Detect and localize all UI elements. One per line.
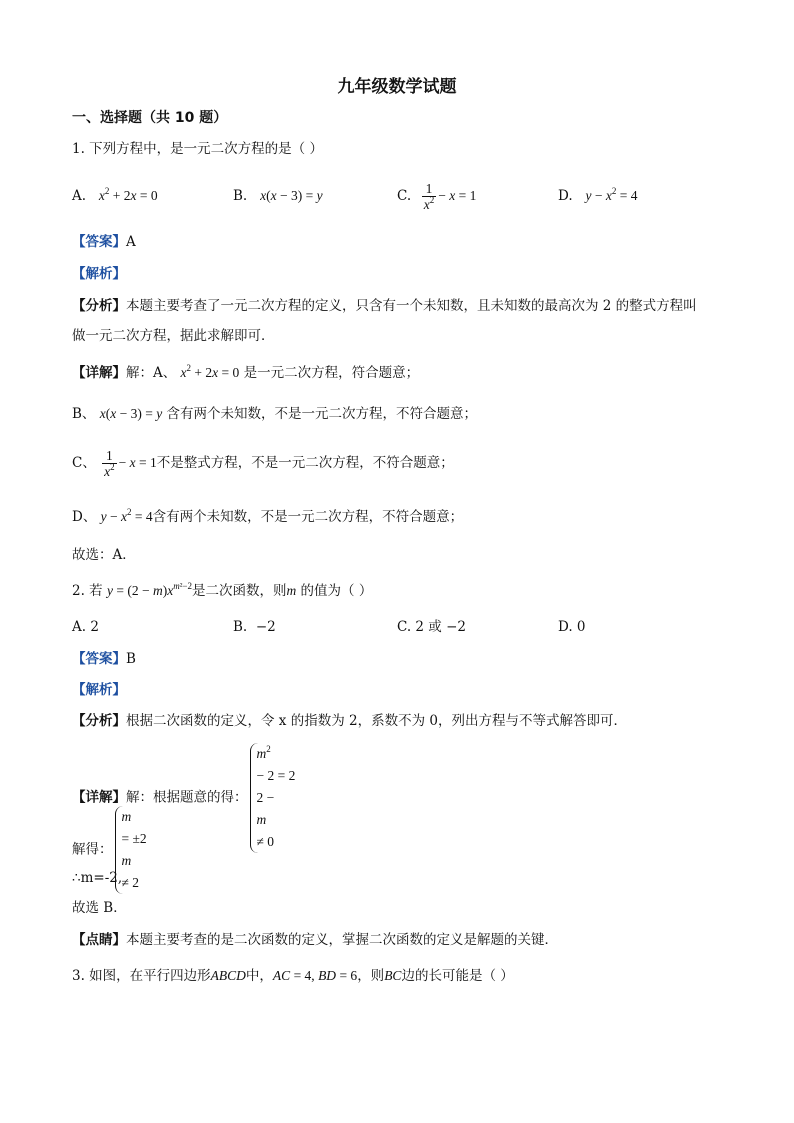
q1-detail-a [72,363,419,383]
q1-detail-b-prefix: B、 [72,406,96,422]
q2-fenxi-tag: 【分析】 [72,713,126,729]
q2-option-c: C. 2 或 −2 [397,619,467,635]
q1-fenxi-line2: 做一元二次方程，据此求解即可． [72,328,275,344]
q2-stem-prefix: 2. 若 [72,583,103,599]
q2-equation-system: $m^2$ − 2 = 2 2 − m ≠ 0 [250,743,296,853]
q1-detail-d [72,507,463,527]
q2-analysis-tag: 【解析】 [72,682,126,698]
q1-analysis [72,264,126,284]
q3-stem-end: 边的长可能是（ ） [401,968,514,984]
q1-answer-value: A [126,234,136,250]
q3-side-name: BC [384,968,402,983]
q2-detail-tag: 【详解】 [72,789,126,806]
q1-fenxi-tag: 【分析】 [72,298,126,314]
q2-therefore: ∴m=-2, [72,870,123,886]
q3-stem [72,966,514,986]
q1-detail-c-prefix: C、 [72,455,96,471]
q1-detail-c-formula: $\frac{1}{x^2}$ − x = 1 [104,448,157,480]
q2-stem-formula: $y = (2 - m)x^{m^2-2}$ [106,581,192,598]
q1-detail-a-suffix: 是一元二次方程，符合题意； [243,365,420,381]
q1-option-a [72,186,158,206]
q1-detail-d-formula: $y - x^2 = 4$ [100,507,153,524]
q1-option-c-formula: $\frac{1}{x^2}$ − x = 1 [423,181,477,213]
q1-option-a-formula: $x^2 + 2x = 0$ [98,186,158,203]
q2-option-d: D. 0 [558,619,586,635]
q2-conclusion: 故选 B． [72,900,127,916]
q1-option-d [558,186,638,206]
q1-detail-d-prefix: D、 [72,509,97,525]
q1-option-d-label: D. [558,188,573,204]
q3-given-lengths: AC = 4, BD = 6 [272,968,358,983]
q2-stem-suffix: 是二次函数，则 [191,583,287,599]
q1-detail-c-suffix: 不是整式方程，不是一元二次方程，不符合题意； [156,455,454,471]
q1-option-d-formula: $y - x^2 = 4$ [585,186,638,203]
q2-solution-system: m = ±2 m ≠ 2 [115,806,147,894]
q1-answer-tag: 【答案】 [72,234,126,250]
q1-option-c-label: C. [397,188,412,204]
q1-detail-b-formula: x(x − 3) = y [99,406,163,421]
q1-option-b-label: B. [233,188,248,204]
q1-option-c [397,178,476,214]
q2-option-b [233,617,276,637]
q3-parallelogram-name: ABCD [210,968,246,983]
q1-stem: 1. 下列方程中，是一元二次方程的是（ ） [72,141,323,157]
q2-answer [72,649,136,669]
q2-option-a: A. 2 [72,619,99,635]
q2-fenxi-text: 根据二次函数的定义，令 x 的指数为 2，系数不为 0，列出方程与不等式解答即可． [126,713,627,729]
q2-analysis [72,680,126,700]
q1-detail-b-suffix: 含有两个未知数，不是一元二次方程，不符合题意； [166,406,477,422]
q1-conclusion: 故选：A． [72,547,136,563]
q2-answer-tag: 【答案】 [72,651,126,667]
q1-answer [72,232,136,252]
q3-stem-mid: 中， [245,968,273,984]
q1-detail-a-formula: $x^2 + 2x = 0$ [180,363,240,380]
q2-dianjing [72,930,558,950]
section-heading: 一、选择题（共 10 题） [72,110,228,126]
q1-detail-tag: 【详解】 [72,365,126,381]
q2-dianjing-tag: 【点睛】 [72,932,126,948]
q2-option-b-value: −2 [255,619,276,635]
q2-solve-text: 解得： [72,841,113,858]
q2-fenxi [72,711,627,731]
q1-detail-a-prefix: 解：A、 [126,365,177,381]
q1-detail-d-suffix: 含有两个未知数，不是一元二次方程，不符合题意； [152,509,464,525]
q1-option-a-label: A. [72,188,87,204]
q3-stem-after: ，则 [357,968,385,984]
q2-stem [72,581,372,601]
q2-stem-variable: m [286,583,297,598]
q2-detail-text: 解：根据题意的得： [126,789,248,806]
q1-analysis-tag: 【解析】 [72,266,126,282]
q3-stem-prefix: 3. 如图，在平行四边形 [72,968,211,984]
q2-option-b-label: B. [233,619,248,635]
q1-option-b-formula: x(x − 3) = y [260,188,323,203]
q1-option-b [233,186,323,206]
q2-stem-end: 的值为（ ） [300,583,373,599]
q1-detail-c [72,445,454,481]
page-title: 九年级数学试题 [337,77,457,97]
q1-fenxi-line1 [72,296,697,316]
q1-fenxi-text1: 本题主要考查了一元二次方程的定义，只含有一个未知数，且未知数的最高次为 2 的整式方程叫 [126,298,697,314]
q1-detail-b [72,404,477,424]
q2-answer-value: B [126,651,136,667]
q2-dianjing-text: 本题主要考查的是二次函数的定义，掌握二次函数的定义是解题的关键． [126,932,558,948]
